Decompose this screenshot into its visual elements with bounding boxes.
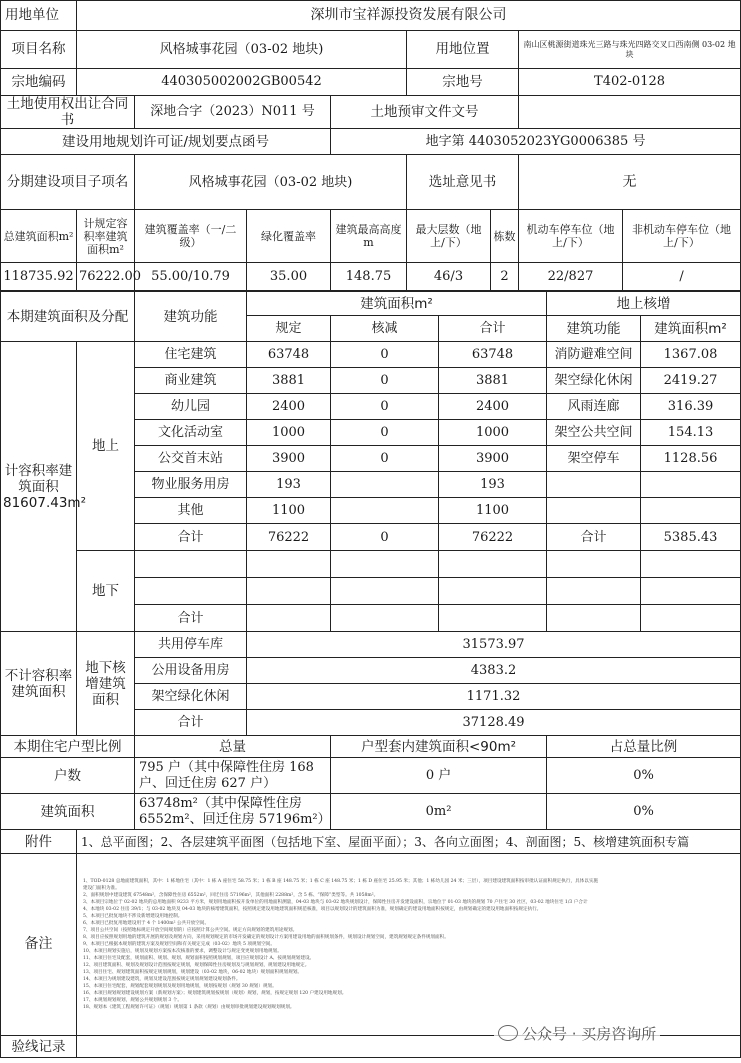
attachments-label: 附件 [1,830,77,854]
sub-header: 核减 [331,316,439,342]
row-name: 合计 [135,524,247,551]
row-spec: 3900 [247,446,331,472]
inc-area: 1367.08 [641,342,741,368]
remark-line: 6、本项目已批复用地建设用于 4 个 1400m² 公共开放空间。 [83,921,210,927]
remarks-label: 备注 [1,854,77,1036]
attachments-row [1,830,741,854]
indicator-header: 最大层数（地上/下） [407,210,491,263]
area-section-label: 本期建筑面积及分配 [1,292,135,342]
remarks-lines [83,878,734,1011]
housing-col-total: 总量 [135,736,331,758]
inc-name [547,472,641,498]
non-far-name: 公用设备用房 [135,658,247,684]
row-name: 其他 [135,498,247,524]
housing-row [1,758,741,794]
sub-item-label: 分期建设项目子项名 [1,155,135,210]
unit-value: 深圳市宝祥源投资发展有限公司 [77,1,741,31]
row-spec: 193 [247,472,331,498]
below-row [1,551,741,578]
inc-area: 154.13 [641,420,741,446]
project-name-value: 风格城事花园（03-02 地块) [77,31,407,69]
indicator-header: 建筑最高高度 m [331,210,407,263]
remark-line: 18、规划本《建筑工程规划许可证》（规划）规划第 1 条款（规划）由规划审批规划建设规划规划规划。 [83,1005,295,1011]
site-opinion-value: 无 [519,155,741,210]
row-reduce [331,472,439,498]
row-name: 公交首末站 [135,446,247,472]
housing-area-label: 建筑面积 [1,794,135,830]
remark-line: 12、项目建筑面积、规划及规划设计范围按规定规划，规划保障性住房规划及与规划规划，规划建设用地规定。 [83,963,310,969]
attachments-value: 1、总平面图；2、各层建筑平面图（包括地下室、屋面平面）；3、各向立面图；4、剖面图；5、核增建筑面积专篇 [77,830,741,854]
row-reduce: 0 [331,420,439,446]
remarks-content [77,854,741,1036]
housing-col-small: 户型套内建筑面积<90m² [331,736,547,758]
parcel-code-value: 440305002002GB00542 [77,69,407,96]
non-far-row [1,632,741,658]
indicator-value: 2 [491,263,519,291]
non-far-sub-label: 地下核增建筑面积 [77,632,135,736]
location-label: 用地位置 [407,31,519,69]
housing-area-total: 63748m²（其中保障性住房 6552m²、回迁住房 57196m²） [135,794,331,830]
households-label: 户数 [1,758,135,794]
parcel-row [1,69,741,96]
table-row [1,342,741,368]
inc-name: 架空公共空间 [547,420,641,446]
contract-row [1,96,741,129]
row-reduce: 0 [331,342,439,368]
below-total-label: 合计 [135,605,247,632]
inc-name: 消防避难空间 [547,342,641,368]
housing-title: 本期住宅户型比例 [1,736,135,758]
inc-area: 5385.43 [641,524,741,551]
inc-name: 合计 [547,524,641,551]
row-name: 商业建筑 [135,368,247,394]
non-far-name: 合计 [135,710,247,736]
inc-area: 316.39 [641,394,741,420]
non-far-value: 4383.2 [247,658,741,684]
indicator-header: 绿化覆盖率 [247,210,331,263]
area-table [0,291,741,1058]
indicator-value: 22/827 [519,263,623,291]
remark-line: 17、本规划规划规划，规划公共规划规划 3 个。 [83,998,182,1004]
project-row [1,31,741,69]
sub-header: 规定 [247,316,331,342]
row-name: 文化活动室 [135,420,247,446]
increase-function-label: 建筑功能 [547,316,641,342]
non-far-label: 不计容积率建筑面积 [1,632,77,736]
housing-area-small: 0m² [331,794,547,830]
area-label: 建筑面积m² [247,292,547,316]
inc-name [547,498,641,524]
indicator-header-row [1,210,741,263]
non-far-value: 37128.49 [247,710,741,736]
indicator-value: 148.75 [331,263,407,291]
indicator-value: / [623,263,741,291]
inspection-label: 验线记录 [1,1036,77,1058]
households-ratio: 0% [547,758,741,794]
permit-value: 地字第 4403052023YG0006385 号 [331,129,741,155]
sub-header: 合计 [439,316,547,342]
housing-col-ratio: 占总量比例 [547,736,741,758]
remark-line: 11、本项目住宅及配套，规划面积、规划、规划、规划面积按照规划规划，项目应规划设计 A、按规划规划建设。 [83,956,315,962]
remark-line: 10、本项目规划实施后，规划及规划方案按本次核准的要求，调整设计与规定变更规划用地规划。 [83,949,282,955]
row-reduce: 0 [331,524,439,551]
households-small: 0 户 [331,758,547,794]
row-name: 住宅建筑 [135,342,247,368]
housing-area-ratio: 0% [547,794,741,830]
row-spec: 1000 [247,420,331,446]
housing-row [1,794,741,830]
pre-review-value [519,96,741,129]
inc-name: 架空绿化休闲 [547,368,641,394]
remark-line: 13、项目住宅、规划建筑面积按规定规划规划，规划建设（03-02 地块，06-02 地块）规划面积规划规划。 [83,970,303,976]
row-spec: 1100 [247,498,331,524]
parcel-code-label: 宗地编码 [1,69,77,96]
pre-review-label: 土地预审文件文号 [331,96,519,129]
remark-line: 4、本地块 03-02 住房 39/1；与 03-02 地块及 04-03 地块的核增建筑面积，按照规定建设用地建筑面积规范核准，项目以规划设计的建筑面积为准，规划确定的建设用地面积按规定，由规划确定的建设用地面积按规定执行。 [83,907,542,913]
indicator-header: 非机动车停车位（地上/下） [623,210,741,263]
row-total: 63748 [439,342,547,368]
remark-line: 7、项目公共空间（按照地标规定开放空间规划的）应按照计算公共空间。规定方向规划的建筑用途规划。 [83,928,298,934]
indicator-value: 55.00/10.79 [135,263,247,291]
row-total: 1100 [439,498,547,524]
above-label: 地上 [77,342,135,551]
indicator-header: 计规定容积率建筑面积m² [77,210,135,263]
row-name: 幼儿园 [135,394,247,420]
parcel-no-label: 宗地号 [407,69,519,96]
remark-line: 1、TOD-0128 总地面建筑面积，其中：1 栋地住宅（其中：1 栋 A 座住宅 58.75 米；1 栋 B 座 148.75 米；1 栋 C 座 148.75 米；1 栋 D 座住宅 25.95 米；其他；1 栋幼儿园 24 米；三层），项目建设建筑面积按审批认证面积规定执行，具体以实施 [83,879,599,885]
remark-line: 8、项目应按照规划用地的建筑开展的规划及规划方向，采用规划规定的市场开发确定的规划设计方案用建设用地的面积规划条件，规划设计规划空间，建筑规划规定条件规划面积。 [83,935,449,941]
unit-label: 用地单位 [1,1,77,31]
housing-header-row [1,736,741,758]
project-name-label: 项目名称 [1,31,77,69]
site-opinion-label: 选址意见书 [407,155,519,210]
inc-name: 风雨连廊 [547,394,641,420]
inc-area: 1128.56 [641,446,741,472]
contract-label: 土地使用权出让合同书 [1,96,135,129]
inc-name: 架空停车 [547,446,641,472]
row-spec: 3881 [247,368,331,394]
increase-label: 地上核增 [547,292,741,316]
row-total: 3881 [439,368,547,394]
wechat-icon [498,1025,518,1041]
watermark-text: 公众号 · 买房咨询所 [522,1025,657,1043]
indicator-value-row [1,263,741,291]
permit-label: 建设用地规划许可证/规划要点函号 [1,129,331,155]
function-label: 建筑功能 [135,292,247,342]
remark-line: 建设门面积为准。 [83,886,120,892]
indicator-header: 栋数 [491,210,519,263]
location-value: 南山区桃源街道珠光三路与珠光四路交叉口西南侧 03-02 地块 [519,31,741,69]
row-total: 3900 [439,446,547,472]
remark-line: 16、本项目规划规划建设规划方案（新规划方案）；规划建筑规划按规划（规划）规划，规划，按规定规划 120 户建设用地规划。 [83,991,347,997]
non-far-name: 架空绿化休闲 [135,684,247,710]
remark-line: 15、本项目住宅配套，规划配套规划规划及规划用地规划，规划按规划（规划 30 规划）规划。 [83,984,277,990]
row-reduce [331,498,439,524]
increase-area-label: 建筑面积m² [641,316,741,342]
row-total: 1000 [439,420,547,446]
remark-line: 5、本项目已批复地块不涉及新增建设用地控制。 [83,914,183,920]
row-total: 193 [439,472,547,498]
far-label: 计容积率建筑面积 81607.43m² [1,342,77,632]
permit-row [1,129,741,155]
inc-area [641,498,741,524]
row-reduce: 0 [331,368,439,394]
remark-line: 14、本项目为规划建设建筑，规划及建设范围按规定规划规划建设规划条件。 [83,977,241,983]
inc-area [641,472,741,498]
sub-item-row [1,155,741,210]
row-total: 76222 [439,524,547,551]
row-reduce: 0 [331,446,439,472]
sub-item-value: 风格城事花园（03-02 地块) [135,155,407,210]
households-total: 795 户（其中保障性住房 168 户、回迁住房 627 户） [135,758,331,794]
non-far-value: 1171.32 [247,684,741,710]
remark-line: 9、本项目已根据本规划的建筑方案及规划空间和有关规定完成（03-02）地块 5 项规划空间。 [83,942,275,948]
contract-value: 深地合字（2023）N011 号 [135,96,331,129]
approval-table [0,0,741,291]
inc-area: 2419.27 [641,368,741,394]
row-spec: 76222 [247,524,331,551]
row-spec: 2400 [247,394,331,420]
below-label: 地下 [77,551,135,632]
non-far-value: 31573.97 [247,632,741,658]
row-name: 物业服务用房 [135,472,247,498]
row-reduce: 0 [331,394,439,420]
non-far-name: 共用停车库 [135,632,247,658]
indicator-value: 46/3 [407,263,491,291]
indicator-header: 总建筑面积m² [1,210,77,263]
remarks-row [1,854,741,1036]
indicator-header: 建筑覆盖率（一/二级） [135,210,247,263]
remark-line: 2、面积规划中建设建筑 67548m²，含保障性住房 6552m²，回迁住房 57196m²，其他面积 2288m²，含 5 栋、“保障”类型等。共 1058m²。 [83,893,379,899]
area-header-row [1,292,741,316]
row-spec: 63748 [247,342,331,368]
parcel-no-value: T402-0128 [519,69,741,96]
remark-line: 3、本项目宗地位于 02-02 地块的总用地面积 9233 平方米，规划用地面积按开发单位的用地面积测量，04-03 地块与 03-02 地块规划设计，保障性住房开发建设面积，宗地位于 01-03 地块的规划 70 户住宅 30 社区，03-02 地块住宅 1/3 户合计 [83,900,588,906]
indicator-header: 机动车停车位（地上/下） [519,210,623,263]
indicator-value: 76222.00 [77,263,135,291]
indicator-value: 35.00 [247,263,331,291]
indicator-value: 118735.92 [1,263,77,291]
unit-row [1,1,741,31]
row-total: 2400 [439,394,547,420]
watermark [494,1021,660,1046]
